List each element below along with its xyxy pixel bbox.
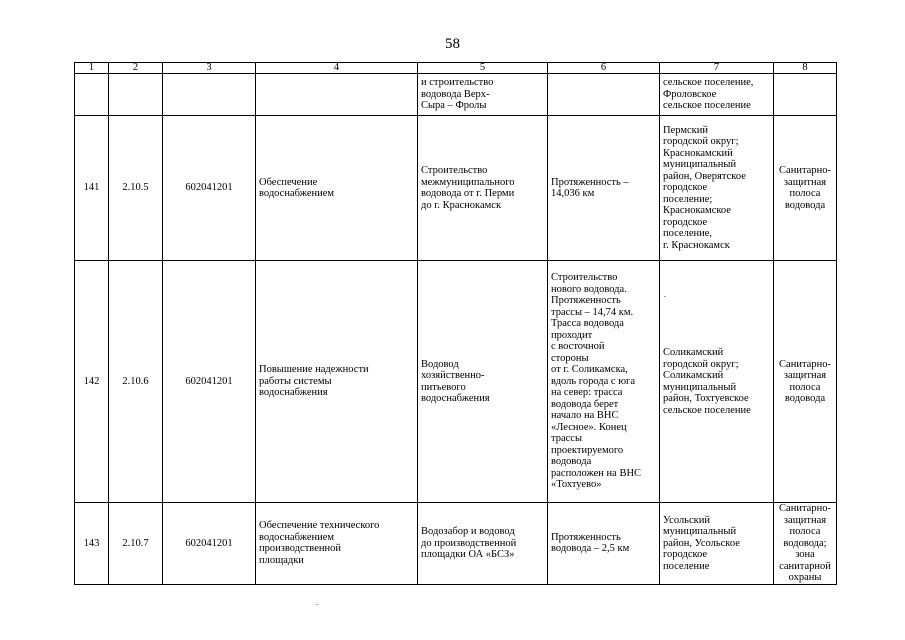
header-cell: 1: [75, 63, 109, 74]
document-table: [74, 62, 837, 585]
row-number-cell: 141: [75, 116, 109, 261]
object-cell: Строительство межмуниципального водовода от г. Перми до г. Краснокамск: [418, 116, 548, 261]
table-cell: [75, 74, 109, 116]
id-cell: 602041201: [163, 503, 256, 585]
id-cell: 602041201: [163, 116, 256, 261]
characteristics-cell: Строительство нового водовода. Протяженность трассы – 14,74 км. Трасса водовода проходит с восточной стороны от г. Соликамска, вдоль города с юга на север: трасса водовода берет начало на ВНС «Лесное». Конец трассы проектируемого водовода расположен на ВНС «Тохтуево»: [548, 261, 660, 503]
location-cell: сельское поселение, Фроловское сельское поселение: [660, 74, 774, 116]
table-cell: [548, 74, 660, 116]
row-number-cell: 142: [75, 261, 109, 503]
header-cell: 2: [109, 63, 163, 74]
characteristics-cell: Протяженность – 14,036 км: [548, 116, 660, 261]
object-cell: Водозабор и водовод до производственной площадки ОА «БСЗ»: [418, 503, 548, 585]
object-cell: Водовод хозяйственно- питьевого водоснабжения: [418, 261, 548, 503]
header-cell: 6: [548, 63, 660, 74]
id-cell: 602041201: [163, 261, 256, 503]
table-cell: [163, 74, 256, 116]
table-row-continuation: [75, 74, 837, 116]
code-cell: 2.10.6: [109, 261, 163, 503]
header-cell: 3: [163, 63, 256, 74]
location-cell: Пермский городской округ; Краснокамский муниципальный район, Оверятское городское поселение; Краснокамское городское поселение, г. Краснокамск: [660, 116, 774, 261]
table-row: [75, 503, 837, 585]
zone-cell: Санитарно- защитная полоса водовода: [774, 116, 837, 261]
header-row: [75, 63, 837, 74]
purpose-cell: Обеспечение водоснабжением: [256, 116, 418, 261]
purpose-cell: Повышение надежности работы системы водоснабжения: [256, 261, 418, 503]
zone-cell: Санитарно- защитная полоса водовода; зона санитарной охраны: [774, 503, 837, 585]
page-number: 58: [445, 36, 460, 52]
table-cell: [109, 74, 163, 116]
location-cell: Соликамский городской округ; Соликамский муниципальный район, Тохтуевское сельское поселение: [660, 261, 774, 503]
header-cell: 7: [660, 63, 774, 74]
header-cell: 8: [774, 63, 837, 74]
table-row: [75, 261, 837, 503]
header-cell: 5: [418, 63, 548, 74]
table-cell: [256, 74, 418, 116]
header-cell: 4: [256, 63, 418, 74]
scan-speck: [316, 604, 318, 605]
characteristics-cell: Протяженность водовода – 2,5 км: [548, 503, 660, 585]
object-cell: и строительство водовода Верх- Сыра – Фролы: [418, 74, 548, 116]
row-number-cell: 143: [75, 503, 109, 585]
table-row: [75, 116, 837, 261]
scan-speck: [664, 296, 666, 297]
code-cell: 2.10.7: [109, 503, 163, 585]
code-cell: 2.10.5: [109, 116, 163, 261]
purpose-cell: Обеспечение технического водоснабжением производственной площадки: [256, 503, 418, 585]
zone-cell: Санитарно- защитная полоса водовода: [774, 261, 837, 503]
location-cell: Усольский муниципальный район, Усольское городское поселение: [660, 503, 774, 585]
table-cell: [774, 74, 837, 116]
